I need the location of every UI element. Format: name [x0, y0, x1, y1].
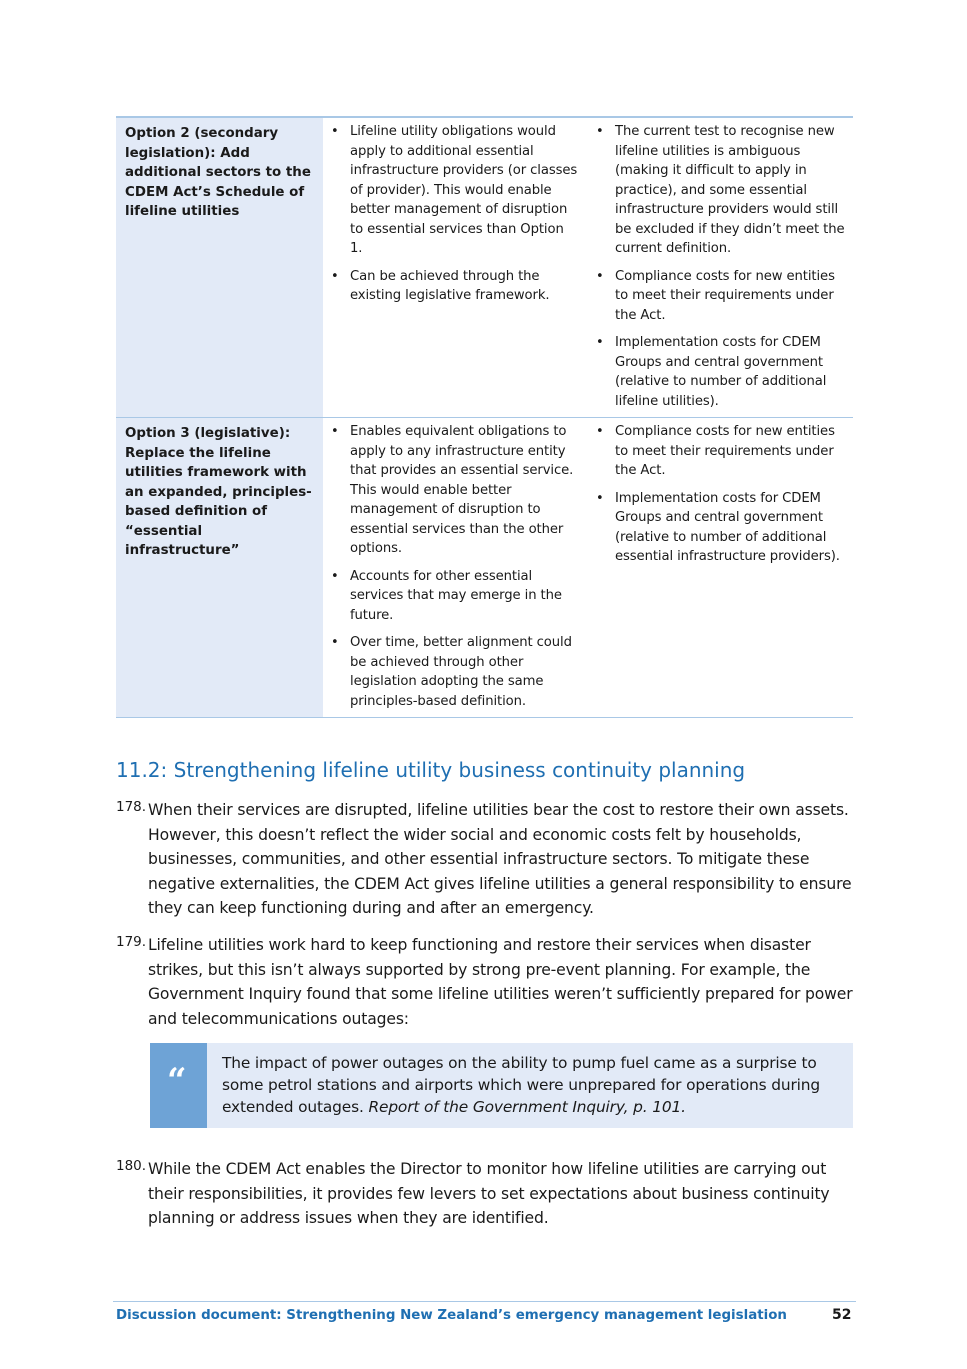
inquiry-quote: [150, 1043, 853, 1128]
page-number: 52: [832, 1307, 852, 1323]
quote-bar: [150, 1043, 207, 1128]
paragraph-text: While the CDEM Act enables the Director to monitor how lifeline utilities are carrying out their responsibilities, it provides few levers to set expectations about business continuity planning or address issues when they are identified.: [148, 1160, 830, 1227]
list-item: • Implementation costs for CDEM Groups and central government (relative to number of additional essential infrastructure providers).: [615, 489, 845, 567]
footer-divider: [113, 1301, 856, 1302]
option-title: Option 3 (legislative): Replace the lifeline utilities framework with an expanded, principles-based definition of “essential infrastructure”: [125, 426, 312, 558]
costs-cell: [588, 418, 853, 718]
option-title: Option 2 (secondary legislation): Add additional sectors to the CDEM Act’s Schedule of lifeline utilities: [125, 126, 311, 219]
paragraph-number: 178.: [116, 799, 147, 815]
list-item: • The current test to recognise new lifeline utilities is ambiguous (making it difficult to apply in practice), and some essential infrastructure providers would still be excluded if they didn’t meet the current definition.: [615, 122, 845, 259]
paragraph-178: [116, 798, 856, 921]
list-item: • Accounts for other essential services that may emerge in the future.: [350, 567, 580, 626]
quote-text: [222, 1052, 831, 1118]
list-item: • Can be achieved through the existing legislative framework.: [350, 267, 580, 306]
paragraph-179: [116, 933, 856, 1031]
benefits-cell: [323, 117, 588, 418]
section-heading: 11.2: Strengthening lifeline utility business continuity planning: [116, 758, 746, 782]
table-row: [116, 418, 853, 718]
benefits-list: [323, 418, 588, 717]
costs-cell: [588, 117, 853, 418]
list-item: • Lifeline utility obligations would apply to additional essential infrastructure providers (or classes of provider). This would enable better management of disruption to essential services than Option 1.: [350, 122, 580, 259]
footer-title: Discussion document: Strengthening New Zealand’s emergency management legislation: [116, 1308, 787, 1323]
paragraph-180: [116, 1157, 856, 1231]
costs-list: [588, 118, 853, 417]
list-item: • Enables equivalent obligations to apply to any infrastructure entity that provides an essential service. This would enable better management of disruption to essential services than the other options.: [350, 422, 580, 559]
table-row: [116, 117, 853, 418]
paragraph-number: 179.: [116, 934, 147, 950]
costs-list: [588, 418, 853, 573]
paragraph-text: Lifeline utilities work hard to keep functioning and restore their services when disaster strikes, but this isn’t always supported by strong pre-event planning. For example, the Government Inquiry found that some lifeline utilities weren’t sufficiently prepared for power and telecommunications outages:: [148, 936, 853, 1028]
list-item: • Compliance costs for new entities to meet their requirements under the Act.: [615, 422, 845, 481]
quote-citation: Report of the Government Inquiry, p. 101.: [368, 1098, 686, 1116]
option-title-cell: [116, 418, 323, 718]
paragraph-text: When their services are disrupted, lifeline utilities bear the cost to restore their own assets. However, this doesn’t reflect the wider social and economic costs felt by households, businesses, communities, and other essential infrastructure sectors. To mitigate these negative externalities, the CDEM Act gives lifeline utilities a general responsibility to ensure they can keep functioning during and after an emergency.: [148, 801, 852, 917]
benefits-list: [323, 118, 588, 312]
options-table: [116, 116, 853, 718]
paragraph-number: 180.: [116, 1158, 147, 1174]
quote-body: The impact of power outages on the ability to pump fuel came as a surprise to some petrol stations and airports which were unprepared for operations during extended outages.: [222, 1054, 821, 1116]
quote-mark-icon: “: [167, 1061, 181, 1101]
list-item: • Over time, better alignment could be achieved through other legislation adopting the same principles-based definition.: [350, 633, 580, 711]
benefits-cell: [323, 418, 588, 718]
list-item: • Implementation costs for CDEM Groups and central government (relative to number of additional lifeline utilities).: [615, 333, 845, 411]
option-title-cell: [116, 117, 323, 418]
list-item: • Compliance costs for new entities to meet their requirements under the Act.: [615, 267, 845, 326]
